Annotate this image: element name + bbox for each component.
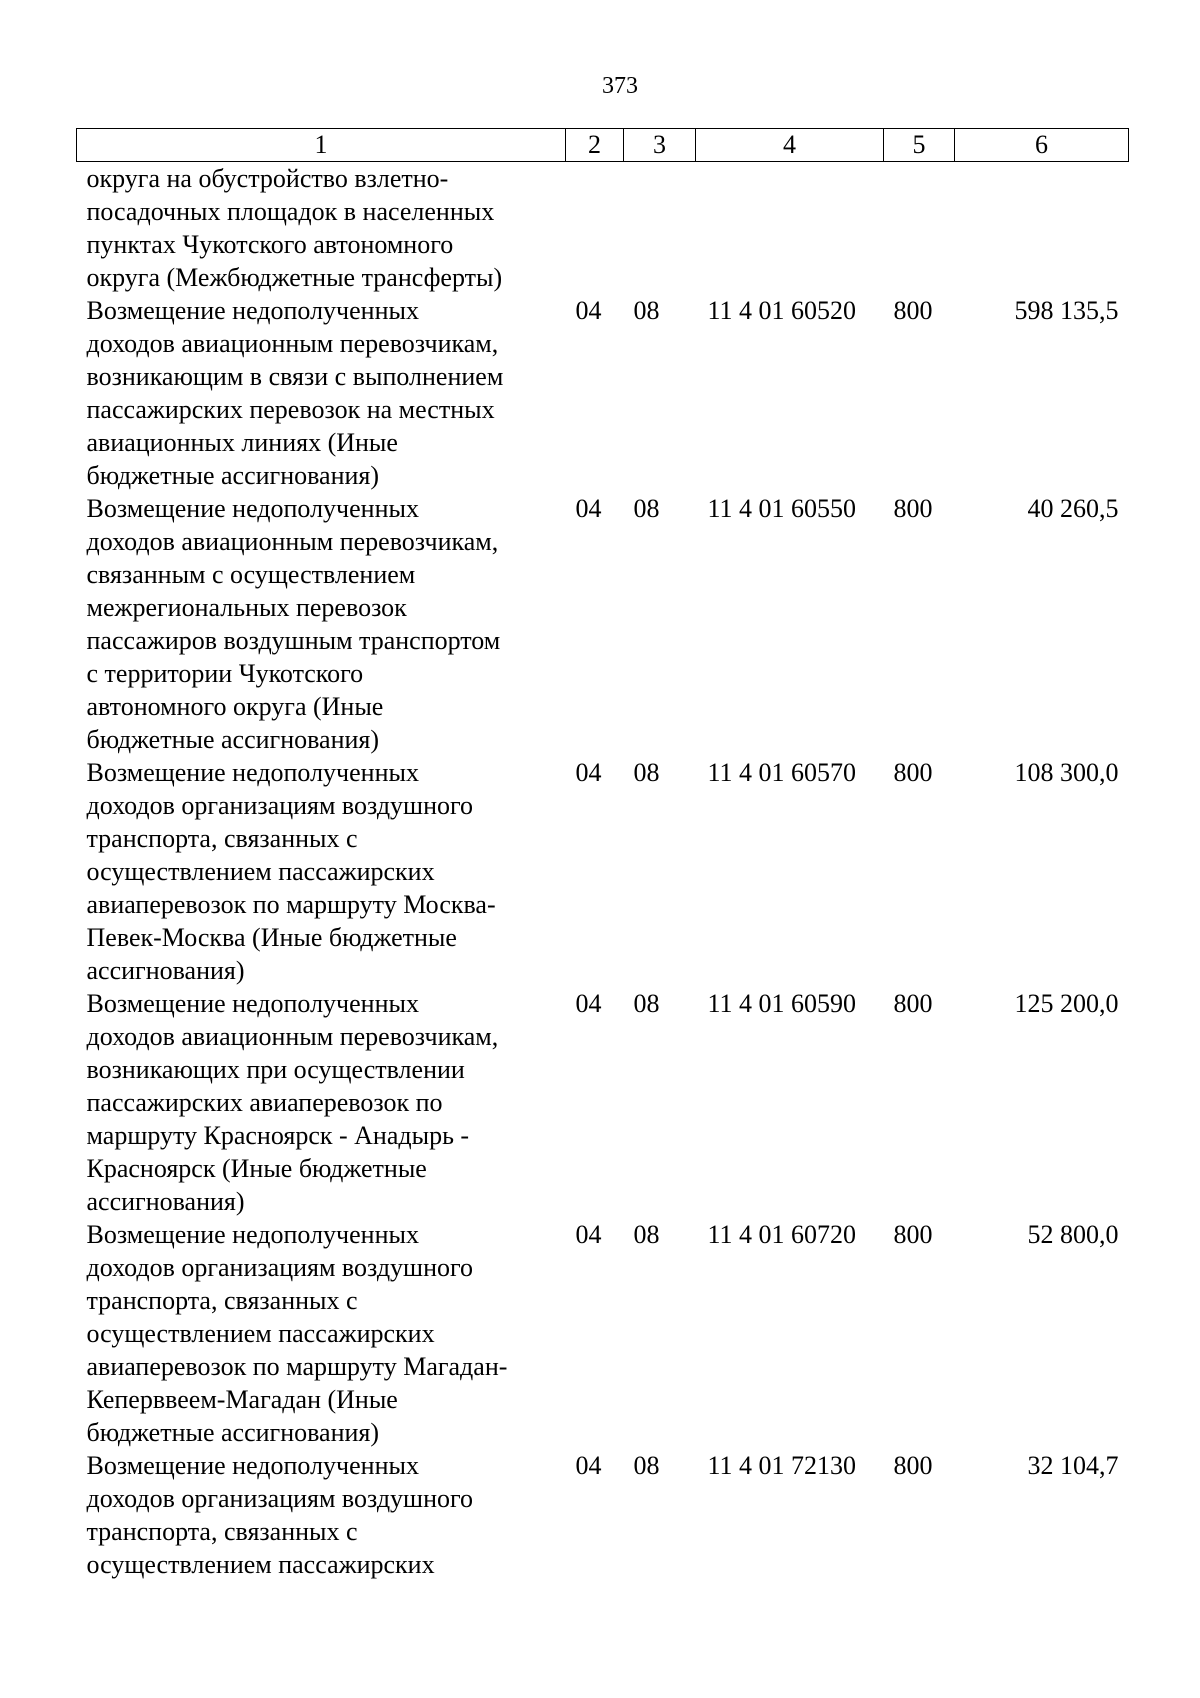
expense-name-line: бюджетные ассигнования) (86, 1418, 380, 1447)
target-article-cell: 11 4 01 60520 (707, 296, 857, 325)
subsection-code-cell (624, 162, 696, 295)
expense-name-line: транспорта, связанных с (86, 824, 358, 853)
expense-name-line: осуществлением пассажирских (86, 1319, 435, 1348)
expense-name-line: доходов авиационным перевозчикам, (86, 1022, 499, 1051)
expense-name-line: транспорта, связанных с (86, 1286, 358, 1315)
subsection-code-cell: 08 (633, 989, 660, 1018)
amount-cell: 40 260,5 (1027, 494, 1119, 523)
column-header-2: 2 (566, 129, 624, 162)
expense-name-line: Красноярск (Иные бюджетные (86, 1154, 427, 1183)
expense-name-line: Возмещение недополученных (86, 1220, 419, 1249)
amount-cell: 125 200,0 (1014, 989, 1119, 1018)
expense-name-line: возникающих при осуществлении (86, 1055, 465, 1084)
expense-name-line: округа на обустройство взлетно- (86, 164, 449, 193)
expense-name-line: посадочных площадок в населенных (86, 197, 495, 226)
amount-cell: 32 104,7 (1027, 1451, 1119, 1480)
expense-type-cell: 800 (893, 296, 933, 325)
expense-name-cell (77, 987, 566, 1218)
target-article-cell: 11 4 01 60720 (707, 1220, 857, 1249)
expense-name-line: округа (Межбюджетные трансферты) (86, 263, 503, 292)
expense-name-line: Возмещение недополученных (86, 296, 419, 325)
expense-name-cell (77, 756, 566, 987)
table-row (77, 294, 1129, 492)
expense-name-line: Возмещение недополученных (86, 1451, 419, 1480)
section-code-cell: 04 (575, 1451, 602, 1480)
expense-name-line: ассигнования) (86, 1187, 245, 1216)
column-header-6: 6 (955, 129, 1129, 162)
expense-name-line: Кеперввеем-Магадан (Иные (86, 1385, 398, 1414)
expense-name-line: доходов авиационным перевозчикам, (86, 527, 499, 556)
expense-name-line: бюджетные ассигнования) (86, 461, 380, 490)
expense-type-cell: 800 (893, 1220, 933, 1249)
column-header-5: 5 (884, 129, 955, 162)
expense-name-line: пассажиров воздушным транспортом (86, 626, 501, 655)
expense-name-line: транспорта, связанных с (86, 1517, 358, 1546)
budget-table (76, 128, 1129, 1581)
expense-name-line: маршруту Красноярск - Анадырь - (86, 1121, 470, 1150)
table-header (77, 129, 1129, 162)
expense-name-line: осуществлением пассажирских (86, 857, 435, 886)
target-article-cell: 11 4 01 60590 (707, 989, 857, 1018)
expense-name-line: бюджетные ассигнования) (86, 725, 380, 754)
table-row (77, 987, 1129, 1218)
expense-name-line: авиаперевозок по маршруту Магадан- (86, 1352, 508, 1381)
amount-cell: 598 135,5 (1014, 296, 1119, 325)
expense-type-cell: 800 (893, 1451, 933, 1480)
subsection-code-cell: 08 (633, 758, 660, 787)
section-code-cell: 04 (575, 758, 602, 787)
expense-name-line: доходов организациям воздушного (86, 1253, 474, 1282)
expense-name-line: доходов авиационным перевозчикам, (86, 329, 499, 358)
subsection-code-cell: 08 (633, 494, 660, 523)
target-article-cell: 11 4 01 72130 (707, 1451, 857, 1480)
expense-name-line: межрегиональных перевозок (86, 593, 407, 622)
expense-name-cell (77, 1449, 566, 1581)
table-row (77, 492, 1129, 756)
expense-name-line: Певек-Москва (Иные бюджетные (86, 923, 457, 952)
expense-name-cell (77, 162, 566, 295)
subsection-code-cell: 08 (633, 1220, 660, 1249)
target-article-cell: 11 4 01 60570 (707, 758, 857, 787)
expense-name-line: пассажирских авиаперевозок по (86, 1088, 443, 1117)
amount-cell: 52 800,0 (1027, 1220, 1119, 1249)
section-code-cell: 04 (575, 989, 602, 1018)
expense-type-cell: 800 (893, 989, 933, 1018)
expense-name-line: авиаперевозок по маршруту Москва- (86, 890, 496, 919)
expense-name-line: пунктах Чукотского автономного (86, 230, 454, 259)
expense-name-line: авиационных линиях (Иные (86, 428, 398, 457)
expense-type-cell: 800 (893, 494, 933, 523)
table-body (77, 162, 1129, 1582)
expense-name-line: возникающим в связи с выполнением (86, 362, 504, 391)
expense-name-line: доходов организациям воздушного (86, 1484, 474, 1513)
expense-type-cell (884, 162, 955, 295)
expense-name-line: пассажирских перевозок на местных (86, 395, 495, 424)
expense-name-cell (77, 294, 566, 492)
expense-name-line: автономного округа (Иные (86, 692, 384, 721)
column-header-1: 1 (77, 129, 566, 162)
section-code-cell: 04 (575, 494, 602, 523)
target-article-cell: 11 4 01 60550 (707, 494, 857, 523)
amount-cell (955, 162, 1129, 295)
subsection-code-cell: 08 (633, 1451, 660, 1480)
expense-name-line: ассигнования) (86, 956, 245, 985)
header-row (77, 129, 1129, 162)
table-row (77, 756, 1129, 987)
expense-name-line: Возмещение недополученных (86, 494, 419, 523)
section-code-cell: 04 (575, 296, 602, 325)
subsection-code-cell: 08 (633, 296, 660, 325)
table-row (77, 1449, 1129, 1581)
target-article-cell (696, 162, 884, 295)
expense-name-cell (77, 492, 566, 756)
expense-name-line: осуществлением пассажирских (86, 1550, 435, 1579)
expense-name-line: с территории Чукотского (86, 659, 364, 688)
expense-name-line: Возмещение недополученных (86, 758, 419, 787)
section-code-cell: 04 (575, 1220, 602, 1249)
amount-cell: 108 300,0 (1014, 758, 1119, 787)
page-number: 373 (602, 73, 638, 99)
expense-name-cell (77, 1218, 566, 1449)
column-header-4: 4 (696, 129, 884, 162)
table-row (77, 1218, 1129, 1449)
column-header-3: 3 (624, 129, 696, 162)
table-row (77, 162, 1129, 295)
expense-name-line: Возмещение недополученных (86, 989, 419, 1018)
expense-name-line: доходов организациям воздушного (86, 791, 474, 820)
expense-name-line: связанным с осуществлением (86, 560, 416, 589)
section-code-cell (566, 162, 624, 295)
expense-type-cell: 800 (893, 758, 933, 787)
